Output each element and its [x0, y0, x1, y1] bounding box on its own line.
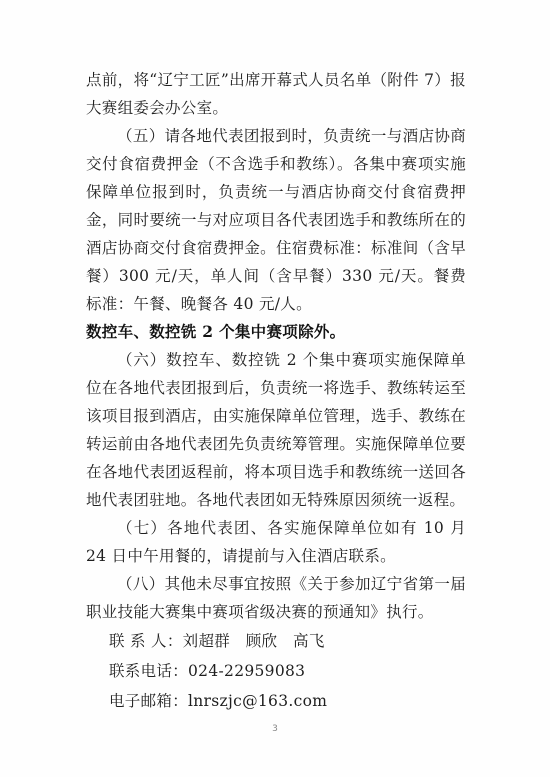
page-number: 3	[272, 724, 278, 734]
contact-phone-value: 024-22959083	[188, 662, 306, 680]
paragraph-item-6: （六）数控车、数控铣 2 个集中赛项实施保障单位在各地代表团报到后，负责统一将选手、教练转运至该项目报到酒店，由实施保障单位管理，选手、教练在转运前由各地代表团先负责统筹管理。实施保障单位要在各地代表团返程前，将本项目选手和教练统一送回各地代表团驻地。各地代表团如无特殊原因须统一返程。	[86, 351, 466, 509]
document-body	[86, 66, 466, 716]
contact-email-value: lnrszjc@163.com	[188, 692, 328, 710]
contact-person-value: 刘超群 顾欣 高飞	[182, 632, 325, 650]
paragraph-item-8: （八）其他未尽事宜按照《关于参加辽宁省第一届职业技能大赛集中赛项省级决赛的预通知》执行。	[86, 575, 466, 621]
contact-phone-line	[86, 656, 466, 686]
contact-phone-label: 联系电话：	[109, 662, 189, 680]
paragraph-continuation: 点前，将“辽宁工匠”出席开幕式人员名单（附件 7）报大赛组委会办公室。	[86, 71, 466, 117]
contact-person-label: 联 系 人：	[109, 632, 183, 650]
contact-email-label: 电子邮箱：	[109, 692, 189, 710]
contact-email-line	[86, 686, 466, 716]
contact-person-line	[86, 626, 466, 656]
paragraph-item-5: （五）请各地代表团报到时，负责统一与酒店协商交付食宿费押金（不含选手和教练）。各集中赛项实施保障单位报到时，负责统一与酒店协商交付食宿费押金，同时要统一与对应项目各代表团选手和教练所在的酒店协商交付食宿费押金。住宿费标准：标准间（含早餐）300 元/天，单人间（含早餐）330 元/天。餐费标准：午餐、晚餐各 40 元/人。	[86, 127, 466, 313]
paragraph-exception-note: 数控车、数控铣 2 个集中赛项除外。	[86, 322, 346, 341]
paragraph-item-7: （七）各地代表团、各实施保障单位如有 10 月 24 日中午用餐的，请提前与入住酒店联系。	[86, 519, 466, 565]
